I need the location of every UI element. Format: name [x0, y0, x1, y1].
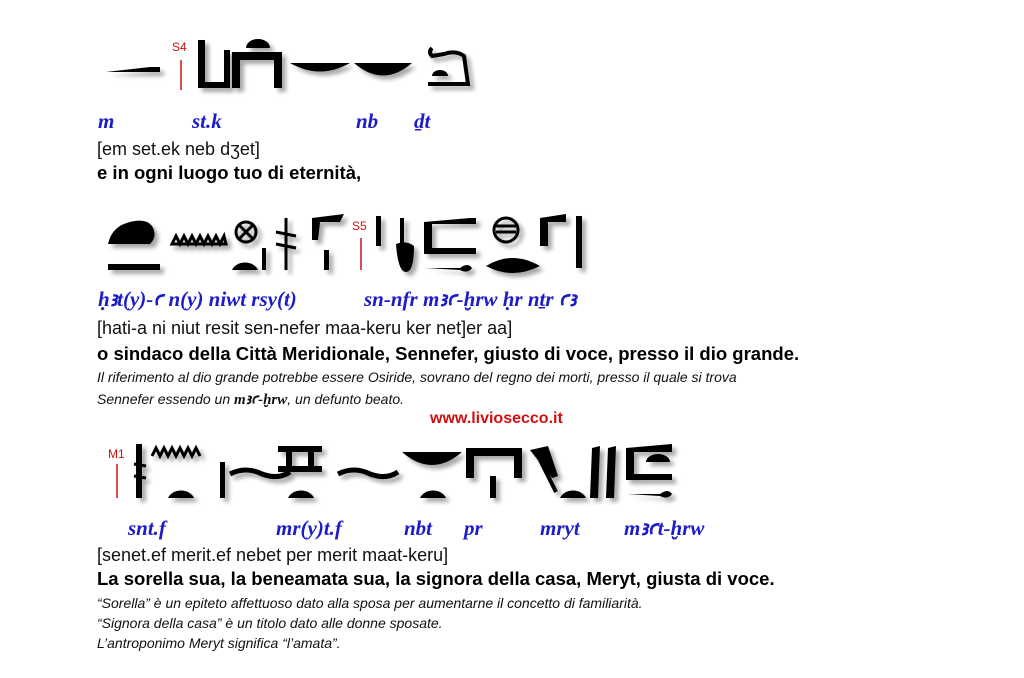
translit-hati: ḥꜣt(y)-ꜥ n(y) niwt rsy(t): [98, 287, 297, 311]
translit-stk: st.k: [192, 109, 222, 133]
sign-label-m1: M1: [108, 447, 125, 461]
translit-mryt: mryt: [540, 516, 580, 540]
translit-sntf: snt.f: [128, 516, 166, 540]
hieroglyph-row-2: [108, 214, 582, 273]
hieroglyph-row-1: [106, 39, 468, 88]
translit-mrytf: mr(y)t.f: [276, 516, 342, 540]
note-3-line-1: “Sorella” è un epiteto affettuoso dato alla sposa per aumentarne il concetto di familiarità.: [97, 595, 643, 611]
pronunciation-2: [hati-a ni niut resit sen-nefer maa-keru ker net]er aa]: [97, 318, 513, 338]
translit-nbt: nbt: [404, 516, 433, 540]
sign-label-s4: S4: [172, 40, 187, 54]
note-2-line-1: Il riferimento al dio grande potrebbe essere Osiride, sovrano del regno dei morti, presso il quale si trova: [97, 369, 737, 385]
note-2-line-2: Sennefer essendo un mꜣꜥ-ḫrw, un defunto beato.: [97, 391, 405, 408]
translit-pr: pr: [464, 516, 483, 540]
note-3-line-3: L’antroponimo Meryt significa “l’amata”.: [97, 635, 341, 651]
translit-m: m: [98, 109, 115, 133]
translation-2: o sindaco della Città Meridionale, Sennefer, giusto di voce, presso il dio grande.: [97, 343, 800, 364]
translation-3: La sorella sua, la beneamata sua, la signora della casa, Meryt, giusta di voce.: [97, 568, 775, 589]
translation-1: e in ogni luogo tuo di eternità,: [97, 162, 362, 183]
pronunciation-3: [senet.ef merit.ef nebet per merit maat-keru]: [97, 545, 449, 565]
translit-maat-hrw: mꜣꜥt-ḫrw: [624, 516, 705, 540]
translit-dt: ḏt: [414, 109, 431, 133]
hieroglyph-row-3: [134, 444, 672, 498]
translit-nb: nb: [356, 109, 379, 133]
pronunciation-1: [em set.ek neb dʒet]: [97, 139, 260, 159]
website-watermark: www.liviosecco.it: [430, 410, 563, 427]
translit-sennefer: sn-nfr mꜣꜥ-ḫrw ḥr nṯr ꜥꜣ: [364, 287, 577, 311]
note-3-line-2: “Signora della casa” è un titolo dato alle donne sposate.: [97, 615, 443, 631]
sign-label-s5: S5: [352, 219, 367, 233]
